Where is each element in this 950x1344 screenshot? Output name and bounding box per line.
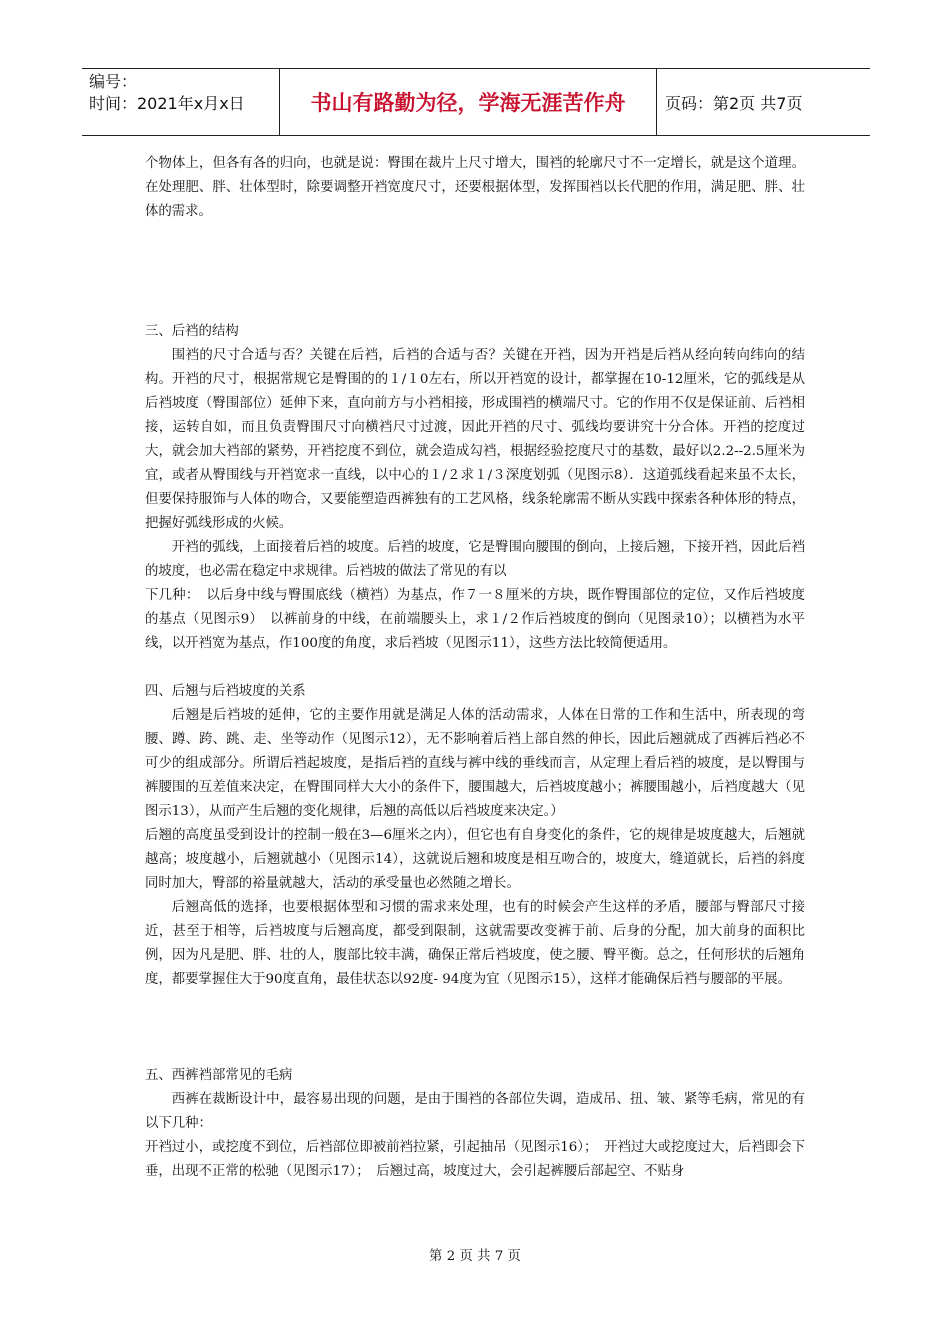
section-heading-4: 四、后翘与后裆坡度的关系 xyxy=(145,684,306,699)
paragraph: 围裆的尺寸合适与否？关键在后裆，后裆的合适与否？关键在开裆，因为开裆是后裆从经向转向纬向的结构。开裆的尺寸，根据常规它是臀围的的１/１0左右，所以开裆宽的设计，都掌握在10-12厘米，它的弧线是从后裆坡度（臀围部位）延伸下来，直向前方与小裆相接，形成围裆的横端尺寸。它的作用不仅是保证前、后裆相接，运转自如，而且负责臀围尺寸向横裆尺寸过渡，因此开裆的尺寸、弧线均要讲究十分合体。开裆的挖度过大，就会加大裆部的紧势，开裆挖度不到位，就会造成勾裆，根据经验挖度尺寸的基数，最好以2.2--2.5厘米为宜，或者从臀围线与开裆宽求一直线，以中心的１/２求１/３深度划弧（见图示8）．这道弧线看起来虽不太长，但要保持服饰与人体的吻合，又要能塑造西裤独有的工艺风格，线条轮廓需不断从实践中探索各种体形的特点，把握好弧线形成的火候。 xyxy=(145,348,805,531)
paragraph: 后翘高低的选择，也要根据体型和习惯的需求来处理，也有的时候会产生这样的矛盾，腰部与臀部尺寸接近，甚至于相等，后裆坡度与后翘高度，都受到限制，这就需要改变裤于前、后身的分配，加大前身的面积比例，因为凡是肥、胖、壮的人，腹部比较丰满，确保正常后裆坡度，使之腰、臀平衡。总之，任何形状的后翘角度，都要掌握住大于90度直角，最佳状态以92度- 94度为宜（见图示15），这样才能确保后裆与腰部的平展。 xyxy=(145,900,805,987)
paragraph: 开裆的弧线，上面接着后裆的坡度。后裆的坡度，它是臀围向腰围的倒向，上接后翘，下接开裆，因此后裆的坡度，也必需在稳定中求规律。后裆坡的做法了常见的有以 xyxy=(145,540,805,579)
page-footer: 第 2 页 共 7 页 xyxy=(429,1249,521,1264)
paragraph: 后翘是后裆坡的延伸，它的主要作用就是满足人体的活动需求，人体在日常的工作和生活中，所表现的弯腰、蹲、跨、跳、走、坐等动作（见图示12），无不影响着后裆上部自然的伸长，因此后翘就成了西裤后裆必不可少的组成部分。所谓后裆起坡度，是指后裆的直线与裤中线的垂线而言，从定理上看后裆的坡度，是以臀围与裤腰围的互差值来决定，在臀围同样大大小的条件下，腰围越大，后裆坡度越小；裤腰围越小，后裆度越大（见图示13），从而产生后翘的变化规律，后翘的高低以后裆坡度来决定。） xyxy=(145,708,805,819)
paragraph: 后翘的高度虽受到设计的控制一般在3—6厘米之内），但它也有自身变化的条件，它的规律是坡度越大，后翘就越高；坡度越小，后翘就越小（见图示14），这就说后翘和坡度是相互吻合的，坡度大，缝道就长，后裆的斜度同时加大，臀部的裕量就越大，活动的承受量也必然随之增长。 xyxy=(145,828,805,891)
number-label: 编号： xyxy=(89,72,138,91)
paragraph: 下几种： 以后身中线与臀围底线（横裆）为基点，作７一８厘米的方块，既作臀围部位的定位，又作后裆坡度的基点（见图示9） 以裤前身的中线，在前端腰头上，求１/２作后裆坡度的倒向（见图录10）；以横裆为水平线，以开裆宽为基点，作100度的角度，求后裆坡（见图示11），这些方法比较简便适用。 xyxy=(145,588,805,651)
header-motto: 书山有路勤为径，学海无涯苦作舟 xyxy=(280,69,657,135)
document-body xyxy=(145,152,805,1184)
paragraph: 西裤在裁断设计中，最容易出现的问题，是由于围裆的各部位失调，造成吊、扭、皱、紧等毛病，常见的有以下几种： xyxy=(145,1092,805,1131)
paragraph-continued: 个物体上，但各有各的归向，也就是说：臀围在裁片上尺寸增大，围裆的轮廓尺寸不一定增长，就是这个道理。在处理肥、胖、壮体型时，除要调整开裆宽度尺寸，还要根据体型，发挥围裆以长代肥的作用，满足肥、胖、壮体的需求。 xyxy=(145,156,805,219)
section-heading-3: 三、后裆的结构 xyxy=(145,324,239,339)
section-heading-5: 五、西裤裆部常见的毛病 xyxy=(145,1068,293,1083)
paragraph: 开裆过小，或挖度不到位，后裆部位即被前裆拉紧，引起抽吊（见图示16）； 开裆过大或挖度过大，后裆即会下垂，出现不正常的松驰（见图示17）； 后翘过高，坡度过大，会引起裤腰后部起空、不贴身 xyxy=(145,1140,805,1179)
time-label: 时间：2021年x月x日 xyxy=(89,94,245,113)
header-meta xyxy=(82,69,280,135)
page-header xyxy=(82,68,870,136)
header-page-label: 页码：第2页 共7页 xyxy=(665,93,803,113)
